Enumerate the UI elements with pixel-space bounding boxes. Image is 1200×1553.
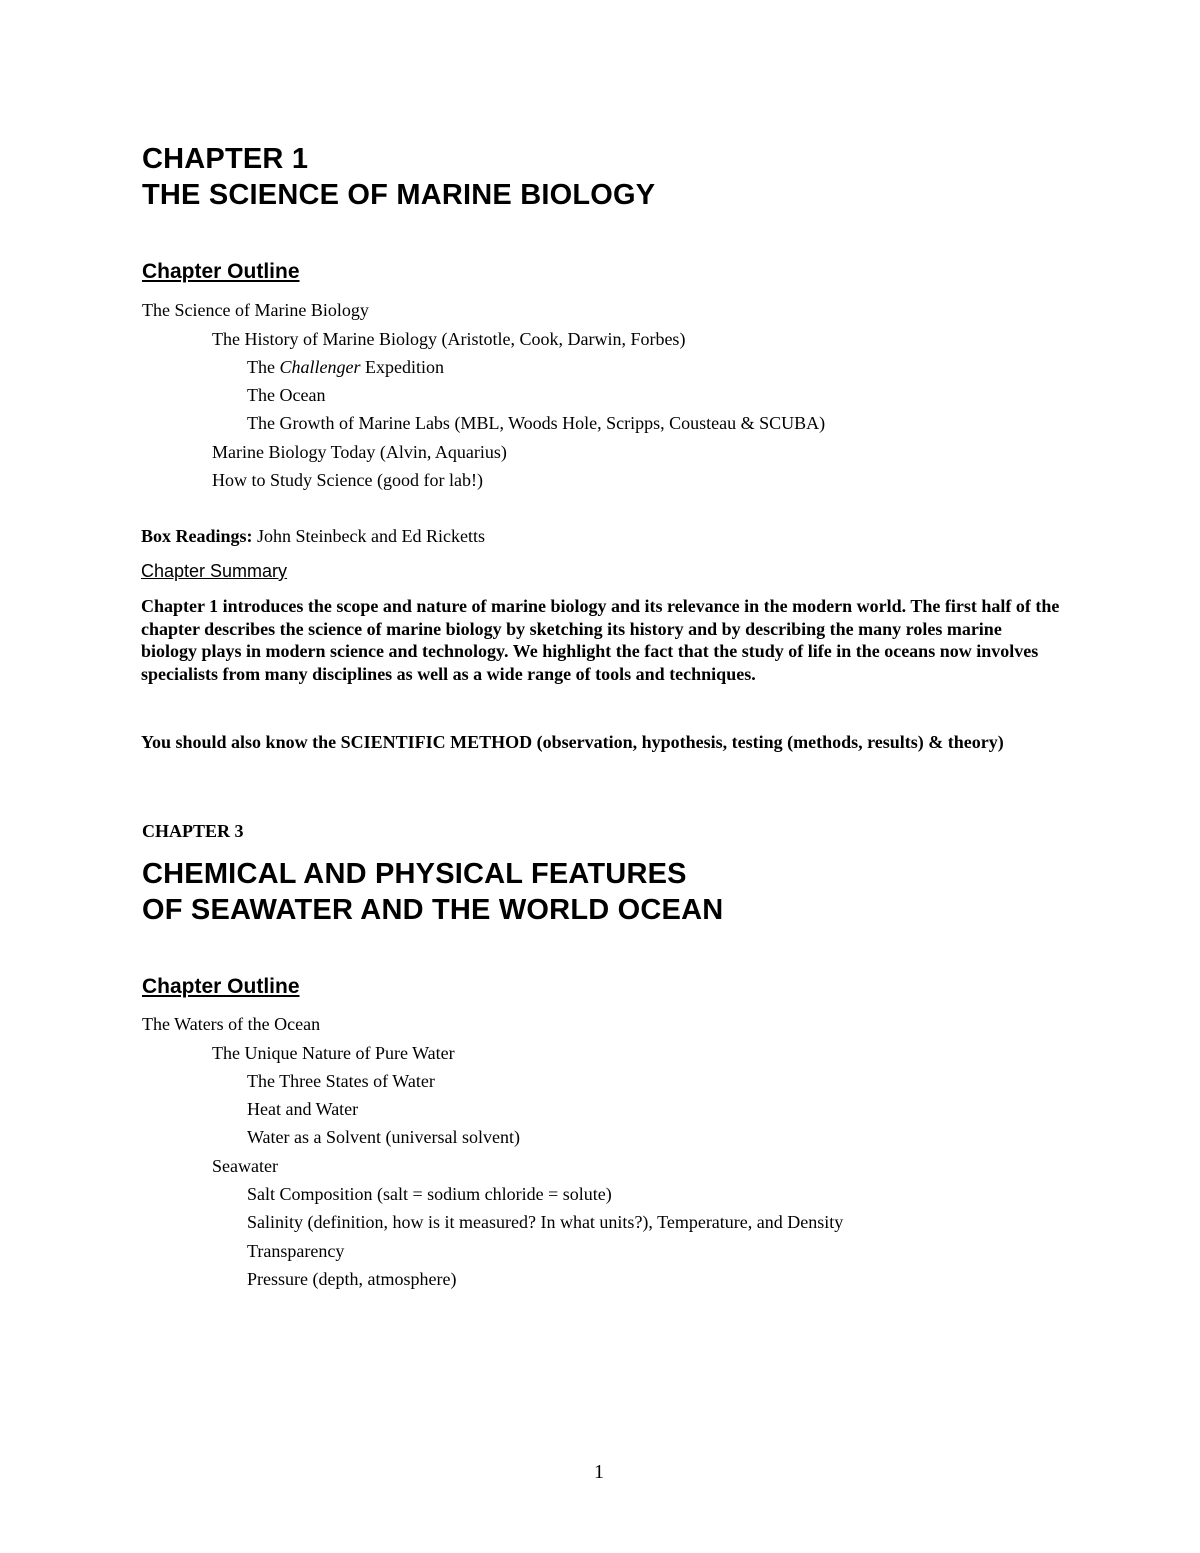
box-readings bbox=[141, 526, 485, 546]
chapter3-outline-item: Heat and Water bbox=[247, 1099, 359, 1119]
box-readings-label: Box Readings: bbox=[141, 526, 253, 546]
outline-text: The bbox=[247, 357, 280, 377]
chapter3-heading-line2: OF SEAWATER AND THE WORLD OCEAN bbox=[142, 894, 724, 926]
chapter3-heading-line1: CHEMICAL AND PHYSICAL FEATURES bbox=[142, 858, 687, 890]
chapter1-outline-item: The Growth of Marine Labs (MBL, Woods Hole, Scripps, Cousteau & SCUBA) bbox=[247, 413, 826, 433]
chapter1-outline-item: The Science of Marine Biology bbox=[142, 300, 369, 320]
chapter1-outline-title: Chapter Outline bbox=[142, 260, 300, 283]
outline-text: Expedition bbox=[360, 357, 444, 377]
chapter1-outline-item bbox=[247, 357, 444, 377]
chapter3-outline-item: Salinity (definition, how is it measured? In what units?), Temperature, and Density bbox=[247, 1212, 844, 1232]
box-readings-text: John Steinbeck and Ed Ricketts bbox=[252, 526, 485, 546]
chapter3-outline-item: Salt Composition (salt = sodium chloride = solute) bbox=[247, 1184, 612, 1204]
chapter3-outline-item: Water as a Solvent (universal solvent) bbox=[247, 1127, 520, 1147]
chapter1-outline-item: Marine Biology Today (Alvin, Aquarius) bbox=[212, 442, 507, 462]
ship-name: Challenger bbox=[279, 357, 361, 377]
chapter1-outline-item: The Ocean bbox=[247, 385, 326, 405]
chapter3-outline-item: Seawater bbox=[212, 1156, 278, 1176]
chapter1-outline-item: The History of Marine Biology (Aristotle, Cook, Darwin, Forbes) bbox=[212, 329, 686, 349]
chapter3-outline-item: Pressure (depth, atmosphere) bbox=[247, 1269, 457, 1289]
scientific-method-note: You should also know the SCIENTIFIC METHOD (observation, hypothesis, testing (methods, results) & theory) bbox=[141, 732, 1004, 752]
chapter3-outline-item: The Three States of Water bbox=[247, 1071, 435, 1091]
chapter1-heading-title: THE SCIENCE OF MARINE BIOLOGY bbox=[142, 179, 656, 211]
chapter-summary-title: Chapter Summary bbox=[141, 561, 288, 581]
chapter3-label: CHAPTER 3 bbox=[142, 821, 244, 841]
chapter3-outline-item: The Unique Nature of Pure Water bbox=[212, 1043, 455, 1063]
chapter3-outline-item: The Waters of the Ocean bbox=[142, 1014, 321, 1034]
chapter3-outline-item: Transparency bbox=[247, 1241, 345, 1261]
chapter-summary-text: Chapter 1 introduces the scope and nature of marine biology and its relevance in the modern world. The first half of the chapter describes the science of marine biology by sketching its history and by describing the many roles marine biology plays in modern science and technology. We highlight the fact that the study of life in the oceans now involves specialists from many disciplines as well as a wide range of tools and techniques. bbox=[141, 596, 1060, 684]
chapter1-outline-item: How to Study Science (good for lab!) bbox=[212, 470, 483, 490]
chapter1-heading-number: CHAPTER 1 bbox=[142, 143, 309, 175]
page-number: 1 bbox=[594, 1461, 604, 1483]
chapter3-outline-title: Chapter Outline bbox=[142, 975, 300, 998]
